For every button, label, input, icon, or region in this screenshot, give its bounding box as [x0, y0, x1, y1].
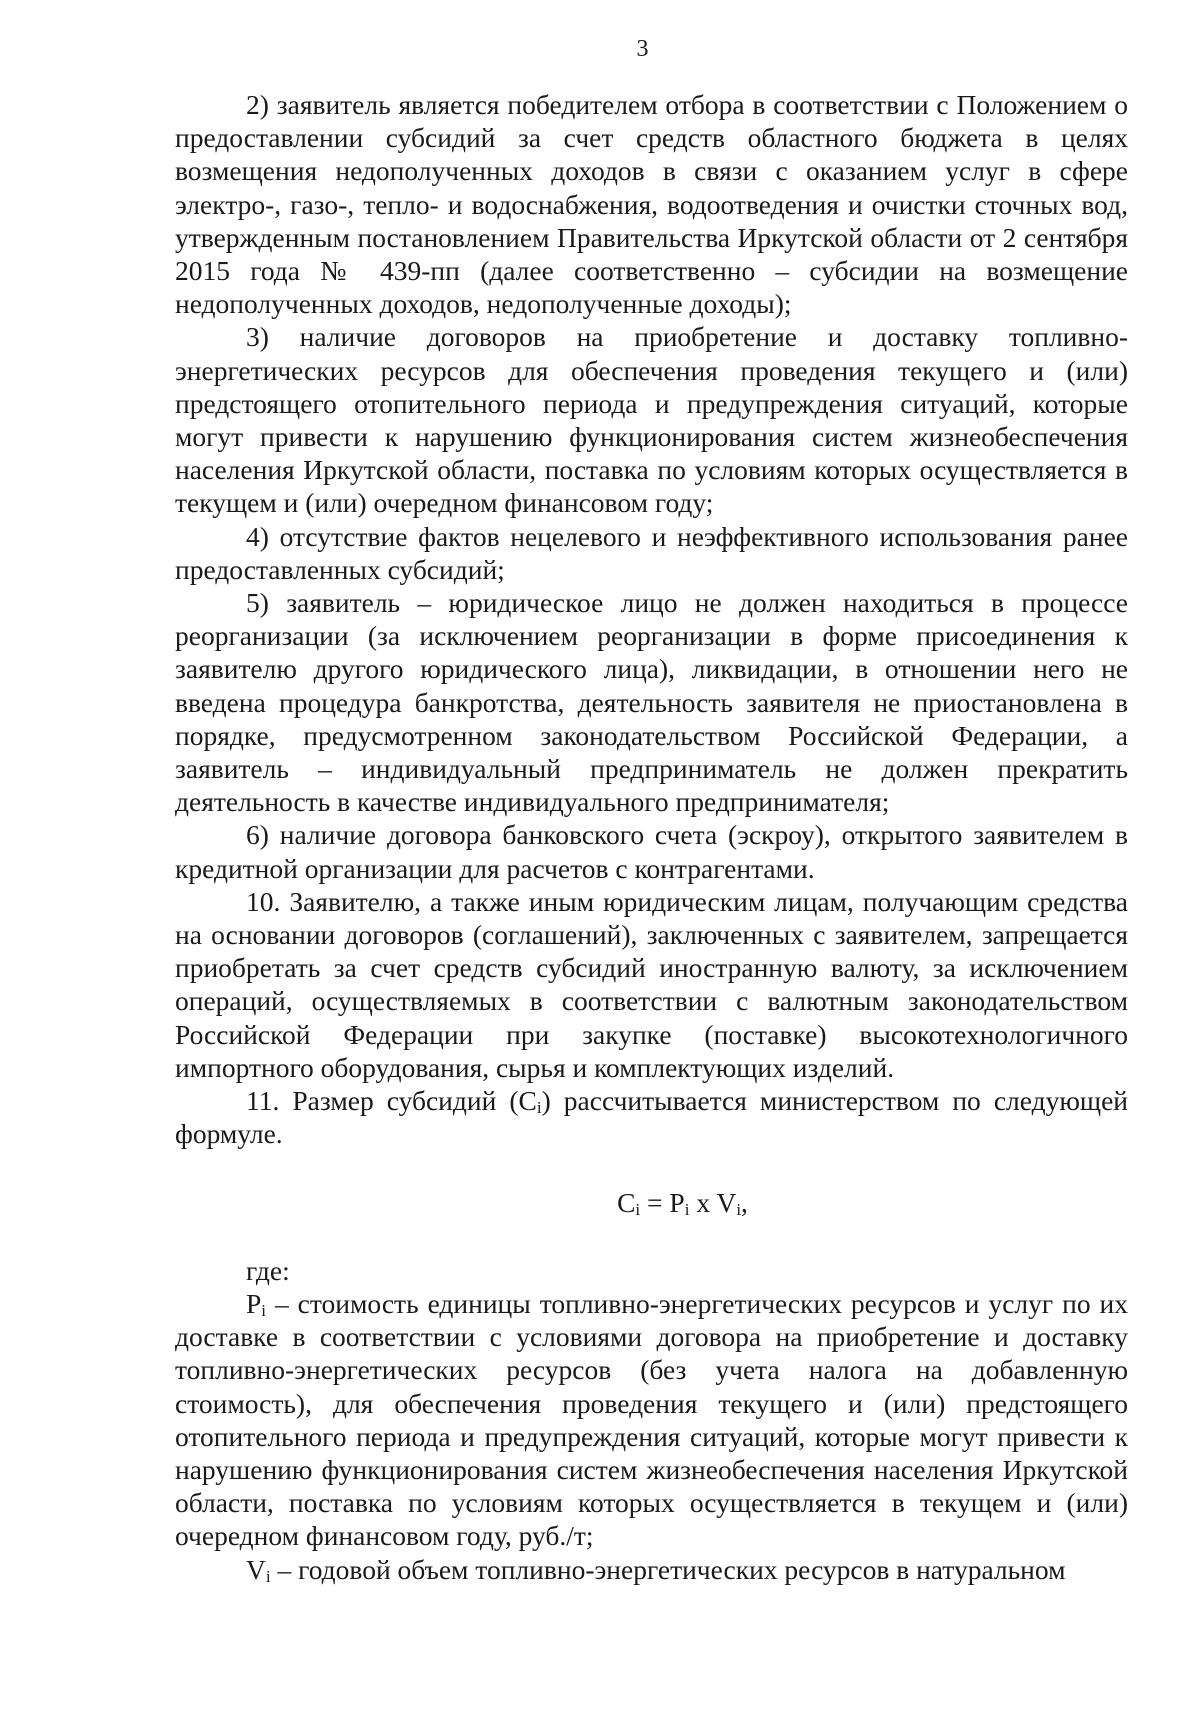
formula-times-v: x V	[689, 1186, 737, 1218]
section-11-start: 11. Размер субсидий (C	[246, 1085, 537, 1117]
formula-p-subscript: i	[684, 1199, 690, 1219]
subscript-i: i	[536, 1098, 542, 1118]
formula-equals-p: = P	[640, 1186, 685, 1218]
document-body	[175, 88, 1128, 1586]
paragraph-item-4: 4) отсутствие фактов нецелевого и неэффективного использования ранее предоставленных субсидий;	[175, 520, 1128, 585]
pi-definition-text: – стоимость единицы топливно-энергетических ресурсов и услуг по их доставке в соответствии с условиями договора на приобретение и доставку топливно-энергетических ресурсов (без учета налога на добавленную стоимость), для обеспечения проведения текущего и (или) предстоящего отопительного периода и предупреждения ситуаций, которые могут привести к нарушению функционирования систем жизнеобеспечения населения Иркутской области, поставка по условиям которых осуществляется в текущем и (или) очередном финансовом году, руб./т;	[175, 1287, 1128, 1552]
formula-c-subscript: i	[635, 1199, 641, 1219]
subsidy-formula	[175, 1186, 1128, 1219]
paragraph-item-6: 6) наличие договора банковского счета (эскроу), открытого заявителем в кредитной организации для расчетов с контрагентами.	[175, 819, 1128, 884]
paragraph-section-11	[175, 1084, 1128, 1150]
paragraph-item-2: 2) заявитель является победителем отбора в соответствии с Положением о предоставлении субсидий за счет средств областного бюджета в целях возмещения недополученных доходов в связи с оказанием услуг в сфере электро-, газо-, тепло- и водоснабжения, водоотведения и очистки сточных вод, утвержденным постановлением Правительства Иркутской области от 2 сентября 2015 года № 439-пп (далее соответственно – субсидии на возмещение недополученных доходов, недополученные доходы);	[175, 89, 1128, 320]
pi-subscript: i	[261, 1300, 267, 1320]
formula-v-subscript: i	[736, 1199, 742, 1219]
page-number: 3	[636, 36, 649, 62]
where-label: где:	[246, 1254, 290, 1286]
paragraph-section-10: 10. Заявителю, а также иным юридическим лицам, получающим средства на основании договоров (соглашений), заключенных с заявителем, запрещается приобретать за счет средств субсидий иностранную валюту, за исключением операций, осуществляемых в соответствии с валютным законодательством Российской Федерации при закупке (поставке) высокотехнологичного импортного оборудования, сырья и комплектующих изделий.	[175, 885, 1128, 1083]
paragraph-item-5: 5) заявитель – юридическое лицо не должен находиться в процессе реорганизации (за исключением реорганизации в форме присоединения к заявителю другого юридического лица), ликвидации, в отношении него не введена процедура банкротства, деятельность заявителя не приостановлена в порядке, предусмотренном законодательством Российской Федерации, а заявитель – индивидуальный предприниматель не должен прекратить деятельность в качестве индивидуального предпринимателя;	[175, 587, 1128, 818]
section-11-end: ) рассчитывается министерством по следующей формуле.	[175, 1085, 1128, 1150]
definition-vi	[175, 1553, 1128, 1586]
vi-subscript: i	[265, 1566, 271, 1586]
definition-pi	[175, 1287, 1128, 1553]
vi-definition-text: – годовой объем топливно-энергетических ресурсов в натуральном	[270, 1553, 1066, 1585]
paragraph-item-3: 3) наличие договоров на приобретение и доставку топливно-энергетических ресурсов для обеспечения проведения текущего и (или) предстоящего отопительного периода и предупреждения ситуаций, которые могут привести к нарушению функционирования систем жизнеобеспечения населения Иркутской области, поставка по условиям которых осуществляется в текущем и (или) очередном финансовом году;	[175, 321, 1128, 519]
formula-comma: ,	[741, 1186, 748, 1218]
pi-symbol: P	[246, 1287, 262, 1319]
vi-symbol: V	[246, 1553, 266, 1585]
formula-c: C	[617, 1186, 636, 1218]
